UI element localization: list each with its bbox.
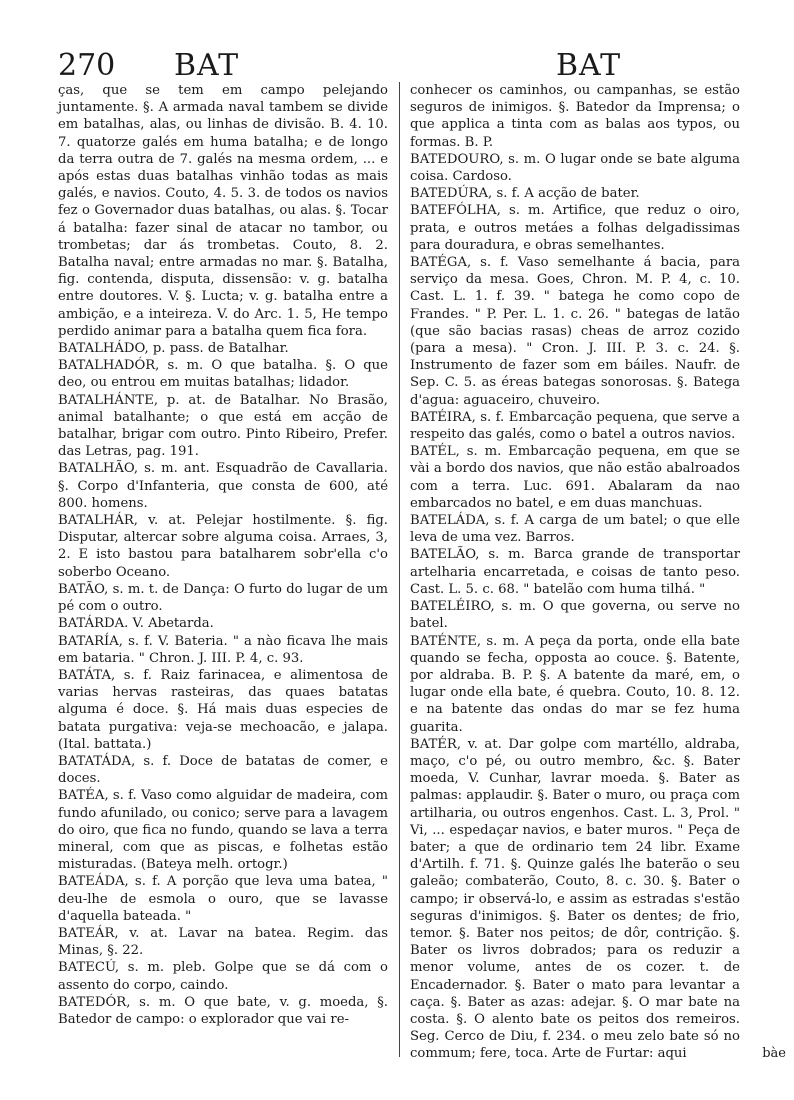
running-headword-right: BAT: [556, 48, 622, 83]
entry-batelada: BATELÁDA, s. f. A carga de um batel; o que elle leva de uma vez. Barros.: [410, 513, 740, 546]
entry-batedouro: BATEDOURO, s. m. O lugar onde se bate alguma coisa. Cardoso.: [410, 151, 740, 185]
entry-batea: BATÉA, s. f. Vaso como alguidar de madeira, com fundo afunilado, ou conico; serve para a lavagem do oiro, que fica no fundo, quando se lava a terra mineral, com que as piscas, e folhetas estão misturadas. (Bateya melh. ortogr.): [58, 788, 388, 873]
dictionary-columns: [58, 82, 748, 1072]
catchword: bàe: [762, 1046, 786, 1061]
column-divider: [399, 82, 400, 1057]
entry-batel: BATÉL, s. m. Embarcação pequena, em que se vài a bordo dos navios, que não estão abalroados com a terra. Luc. 691. Abalaram da nao embarcados no batel, e em duas manchuas.: [410, 444, 740, 511]
entry-batalhar: BATALHÁR, v. at. Pelejar hostilmente. §. fig. Disputar, altercar sobre alguma coisa. Arraes, 3, 2. E isto bastou para batalharem sobr'ella c'o soberbo Oceano.: [58, 513, 388, 580]
entry-batatada: BATATÁDA, s. f. Doce de batatas de comer, e doces.: [58, 753, 388, 787]
entry-batear: BATEÁR, v. at. Lavar na batea. Regim. das Minas, §. 22.: [58, 925, 388, 959]
entry-batalha-cont: ças, que se tem em campo pelejando juntamente. §. A armada naval tambem se divide em batalhas, alas, ou linhas de divisão. B. 4. 10. 7. quatorze galés em huma batalha; e de longo da terra outra de 7. galés na mesma ordem, ... e após estas duas batalhas vinhão todas as mais galés, e navios. Couto, 4. 5. 3. de todos os navios fez o Governador duas batalhas, ou alas. §. Tocar á batalha: fazer sinal de atacar no tambor, ou trombetas; dar ás trombetas. Couto, 8. 2. Batalha naval; entre armadas no mar. §. Batalha, fig. contenda, disputa, dissensão: v. g. batalha entre doutores. V. §. Lucta; v. g. batalha entre a ambição, e a inteireza. V. do Arc. 1. 5, He tempo perdido animar para a batalha quem fica fora.: [58, 83, 388, 339]
entry-batarda: BATÁRDA. V. Abetarda.: [58, 616, 214, 632]
entry-bateira: BATÉIRA, s. f. Embarcação pequena, que serve a respeito das galés, como o batel a outros navios.: [410, 409, 740, 443]
entry-batente: BATÉNTE, s. m. A peça da porta, onde ella bate quando se fecha, opposta ao couce. §. Batente, por aldraba. B. P. §. A batente da maré, em, o lugar onde ella bate, é quebra. Couto, 10. 8. 12. e na batente das ondas do mar se fez huma guarita.: [410, 633, 740, 735]
entry-bateleiro: BATELÉIRO, s. m. O que governa, ou serve no batel.: [410, 599, 740, 632]
page-header: [58, 44, 748, 84]
left-column: [58, 82, 388, 1028]
running-headword-left: BAT: [174, 48, 240, 83]
entry-batedor-cont: conhecer os caminhos, ou campanhas, se estão seguros de inimigos. §. Batedor da Imprensa; o que applica a tinta com as balas aos typos, ou formas. B. P.: [410, 83, 740, 150]
entry-batata: BATÁTA, s. f. Raiz farinacea, e alimentosa de varias hervas rasteiras, das quaes batatas alguma é doce. §. Há mais duas especies de batata purgativa: veja-se mechoacão, e jalapa. (Ital. battata.): [58, 667, 388, 752]
entry-batedura: BATEDÚRA, s. f. A acção de bater.: [410, 186, 640, 202]
entry-batalhante: BATALHÁNTE, p. at. de Batalhar. No Brasão, animal batalhante; o que está em acção de batalhar, brigar com outro. Pinto Ribeiro, Prefer. das Letras, pag. 191.: [58, 392, 388, 460]
entry-bater: BATÉR, v. at. Dar golpe com martéllo, aldraba, maço, c'o pé, ou outro membro, &c. §. Bater moeda, V. Cunhar, lavrar moeda. §. Bater as palmas: applaudir. §. Bater o muro, ou praça com artilharia, ou outros engenhos. Cast. L. 3, Prol. " Vi, ... espedaçar navios, e bater muros. " Peça de bater; a que de ordinario tem 24 libr. Exame d'Artilh. f. 71. §. Quinze galés lhe baterão o seu galeão; combaterão, Couto, 8. c. 30. §. Bater o campo; ir observá-lo, e assim as estradas s'estão seguras d'inimigos. §. Bater os dentes; de frio, temor. §. Bater nos peitos; de dôr, contrição. §. Bater os livros dobrados; para os reduzir a menor volume, antes de os cozer. t. de Encadernador. §. Bater o mato para levantar a caça. §. Bater as azas: adejar. §. O mar bate na costa. §. O alento bate os peitos dos remeiros. Seg. Cerco de Diu, f. 234. o meu zelo bate só no commum; fere, toca. Arte de Furtar: aqui: [410, 736, 740, 1062]
right-column: [410, 82, 740, 1063]
entry-batelao: BATELÃO, s. m. Barca grande de transportar artelharia encarretada, e coisas de tanto peso. Cast. L. 5. c. 68. " batelão com huma tilhá. ": [410, 547, 740, 597]
entry-batalhado: BATALHÁDO, p. pass. de Batalhar.: [58, 341, 289, 357]
page-number: 270: [58, 48, 116, 83]
entry-batefolha: BATEFÓLHA, s. m. Artifice, que reduz o oiro, prata, e outros metáes a folhas delgadissimas para douradura, e obras semelhantes.: [410, 203, 740, 253]
entry-batecu: BATECÚ, s. m. pleb. Golpe que se dá com o assento do corpo, caindo.: [58, 960, 388, 993]
entry-bateada: BATEÁDA, s. f. A porção que leva uma batea, " deu-lhe de esmola o ouro, que se lavasse d'aquella bateada. ": [58, 874, 388, 924]
entry-batalhador: BATALHADÓR, s. m. O que batalha. §. O que deo, ou entrou em muitas batalhas; lidador.: [58, 358, 388, 391]
entry-bataria: BATARÍA, s. f. V. Bateria. " a nào ficava lhe mais em bataria. " Chron. J. III. P. 4, c. 93.: [58, 633, 388, 666]
entry-batao: BATÃO, s. m. t. de Dança: O furto do lugar de um pé com o outro.: [58, 581, 388, 615]
entry-batega: BATÉGA, s. f. Vaso semelhante á bacia, para serviço da mesa. Goes, Chron. M. P. 4, c. 10. Cast. L. 1. f. 39. " batega he como copo de Frandes. " P. Per. L. 1. c. 26. " bategas de latão (que são bacias rasas) cheas de arroz cozido (para a mesa). " Cron. J. III. P. 3. c. 24. §. Instrumento de fazer som em báiles. Naufr. de Sep. C. 5. as éreas bategas sonorosas. §. Batega d'agua: aguaceiro, chuveiro.: [410, 255, 740, 408]
entry-batedor: BATEDÓR, s. m. O que bate, v. g. moeda, §. Batedor de campo: o explorador que vai re-: [58, 994, 388, 1027]
entry-batalhao: BATALHÃO, s. m. ant. Esquadrão de Cavallaria. §. Corpo d'Infanteria, que consta de 600, até 800. homens.: [58, 461, 388, 511]
